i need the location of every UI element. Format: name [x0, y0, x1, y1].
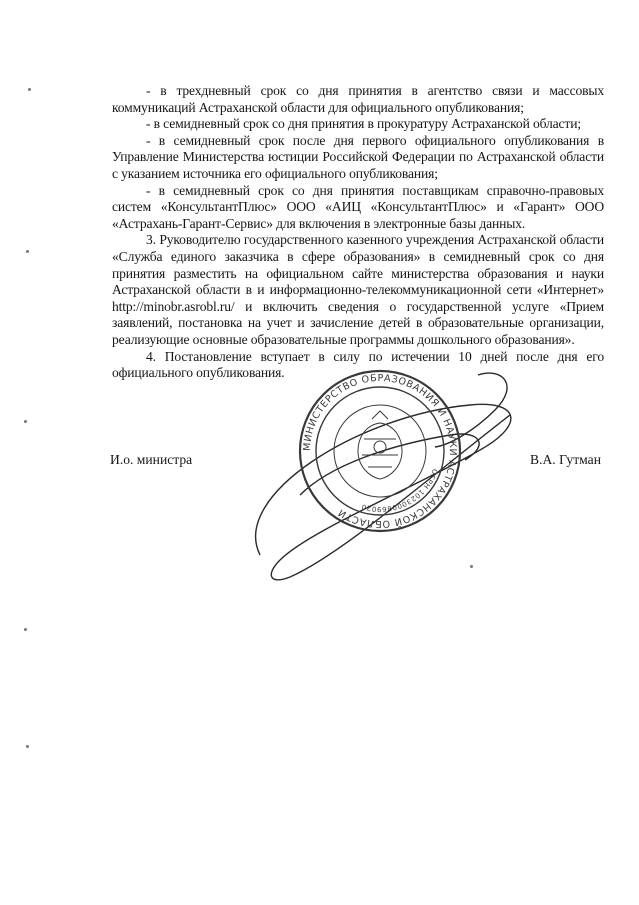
- paragraph-publication-agency: - в трехдневный срок со дня принятия в агентство связи и массовых коммуникаций Астраханской области для официального опубликования;: [112, 83, 604, 115]
- scan-speck: [26, 250, 29, 253]
- paragraph-justice-ministry: - в семидневный срок после дня первого официального опубликования в Управление Министерства юстиции Российской Федерации по Астраханской области с указанием источника его официального опубликования;: [112, 132, 604, 181]
- seal-ogrn-text: ОГРН 1023000869020: [360, 467, 439, 514]
- paragraph-item-3: 3. Руководителю государственного казенного учреждения Астраханской области «Служба единого заказчика в сфере образования» в семидневный срок со дня принятия разместить на официальном сайте министерства образования и науки Астраханской области в и информационно-телекоммуникационной сети «Интернет» http://minobr.asrobl.ru/ и включить сведения о государственной услуге «Прием заявлений, постановка на учет и зачисление детей в образовательные организации, реализующие основные образовательные программы дошкольного образования».: [112, 232, 604, 347]
- scan-speck: [26, 745, 29, 748]
- seal-ring-text: МИНИСТЕРСТВО ОБРАЗОВАНИЯ И НАУКИ АСТРАХАНСКОЙ ОБЛАСТИ: [301, 372, 459, 530]
- scan-speck: [28, 88, 31, 91]
- signatory-position: И.о. министра: [110, 452, 193, 467]
- official-seal-and-signature: [240, 355, 530, 585]
- paragraph-legal-systems: - в семидневный срок со дня принятия поставщикам справочно-правовых систем «КонсультантПлюс» ООО «АИЦ «КонсультантПлюс» и «Гарант» ООО «Астрахань-Гарант-Сервис» для включения в электронные базы данных.: [112, 182, 604, 231]
- paragraph-item-4: 4. Постановление вступает в силу по истечении 10 дней после дня его официального опубликования.: [112, 348, 604, 381]
- scan-speck: [24, 420, 27, 423]
- handwritten-signature: [256, 373, 511, 580]
- paragraph-prosecutor: - в семидневный срок со дня принятия в прокуратуру Астраханской области;: [146, 116, 581, 132]
- scan-speck: [470, 565, 473, 568]
- scan-speck: [24, 628, 27, 631]
- document-body: [112, 83, 604, 382]
- signatory-name: В.А. Гутман: [530, 452, 601, 467]
- seal-graphic: [240, 355, 530, 585]
